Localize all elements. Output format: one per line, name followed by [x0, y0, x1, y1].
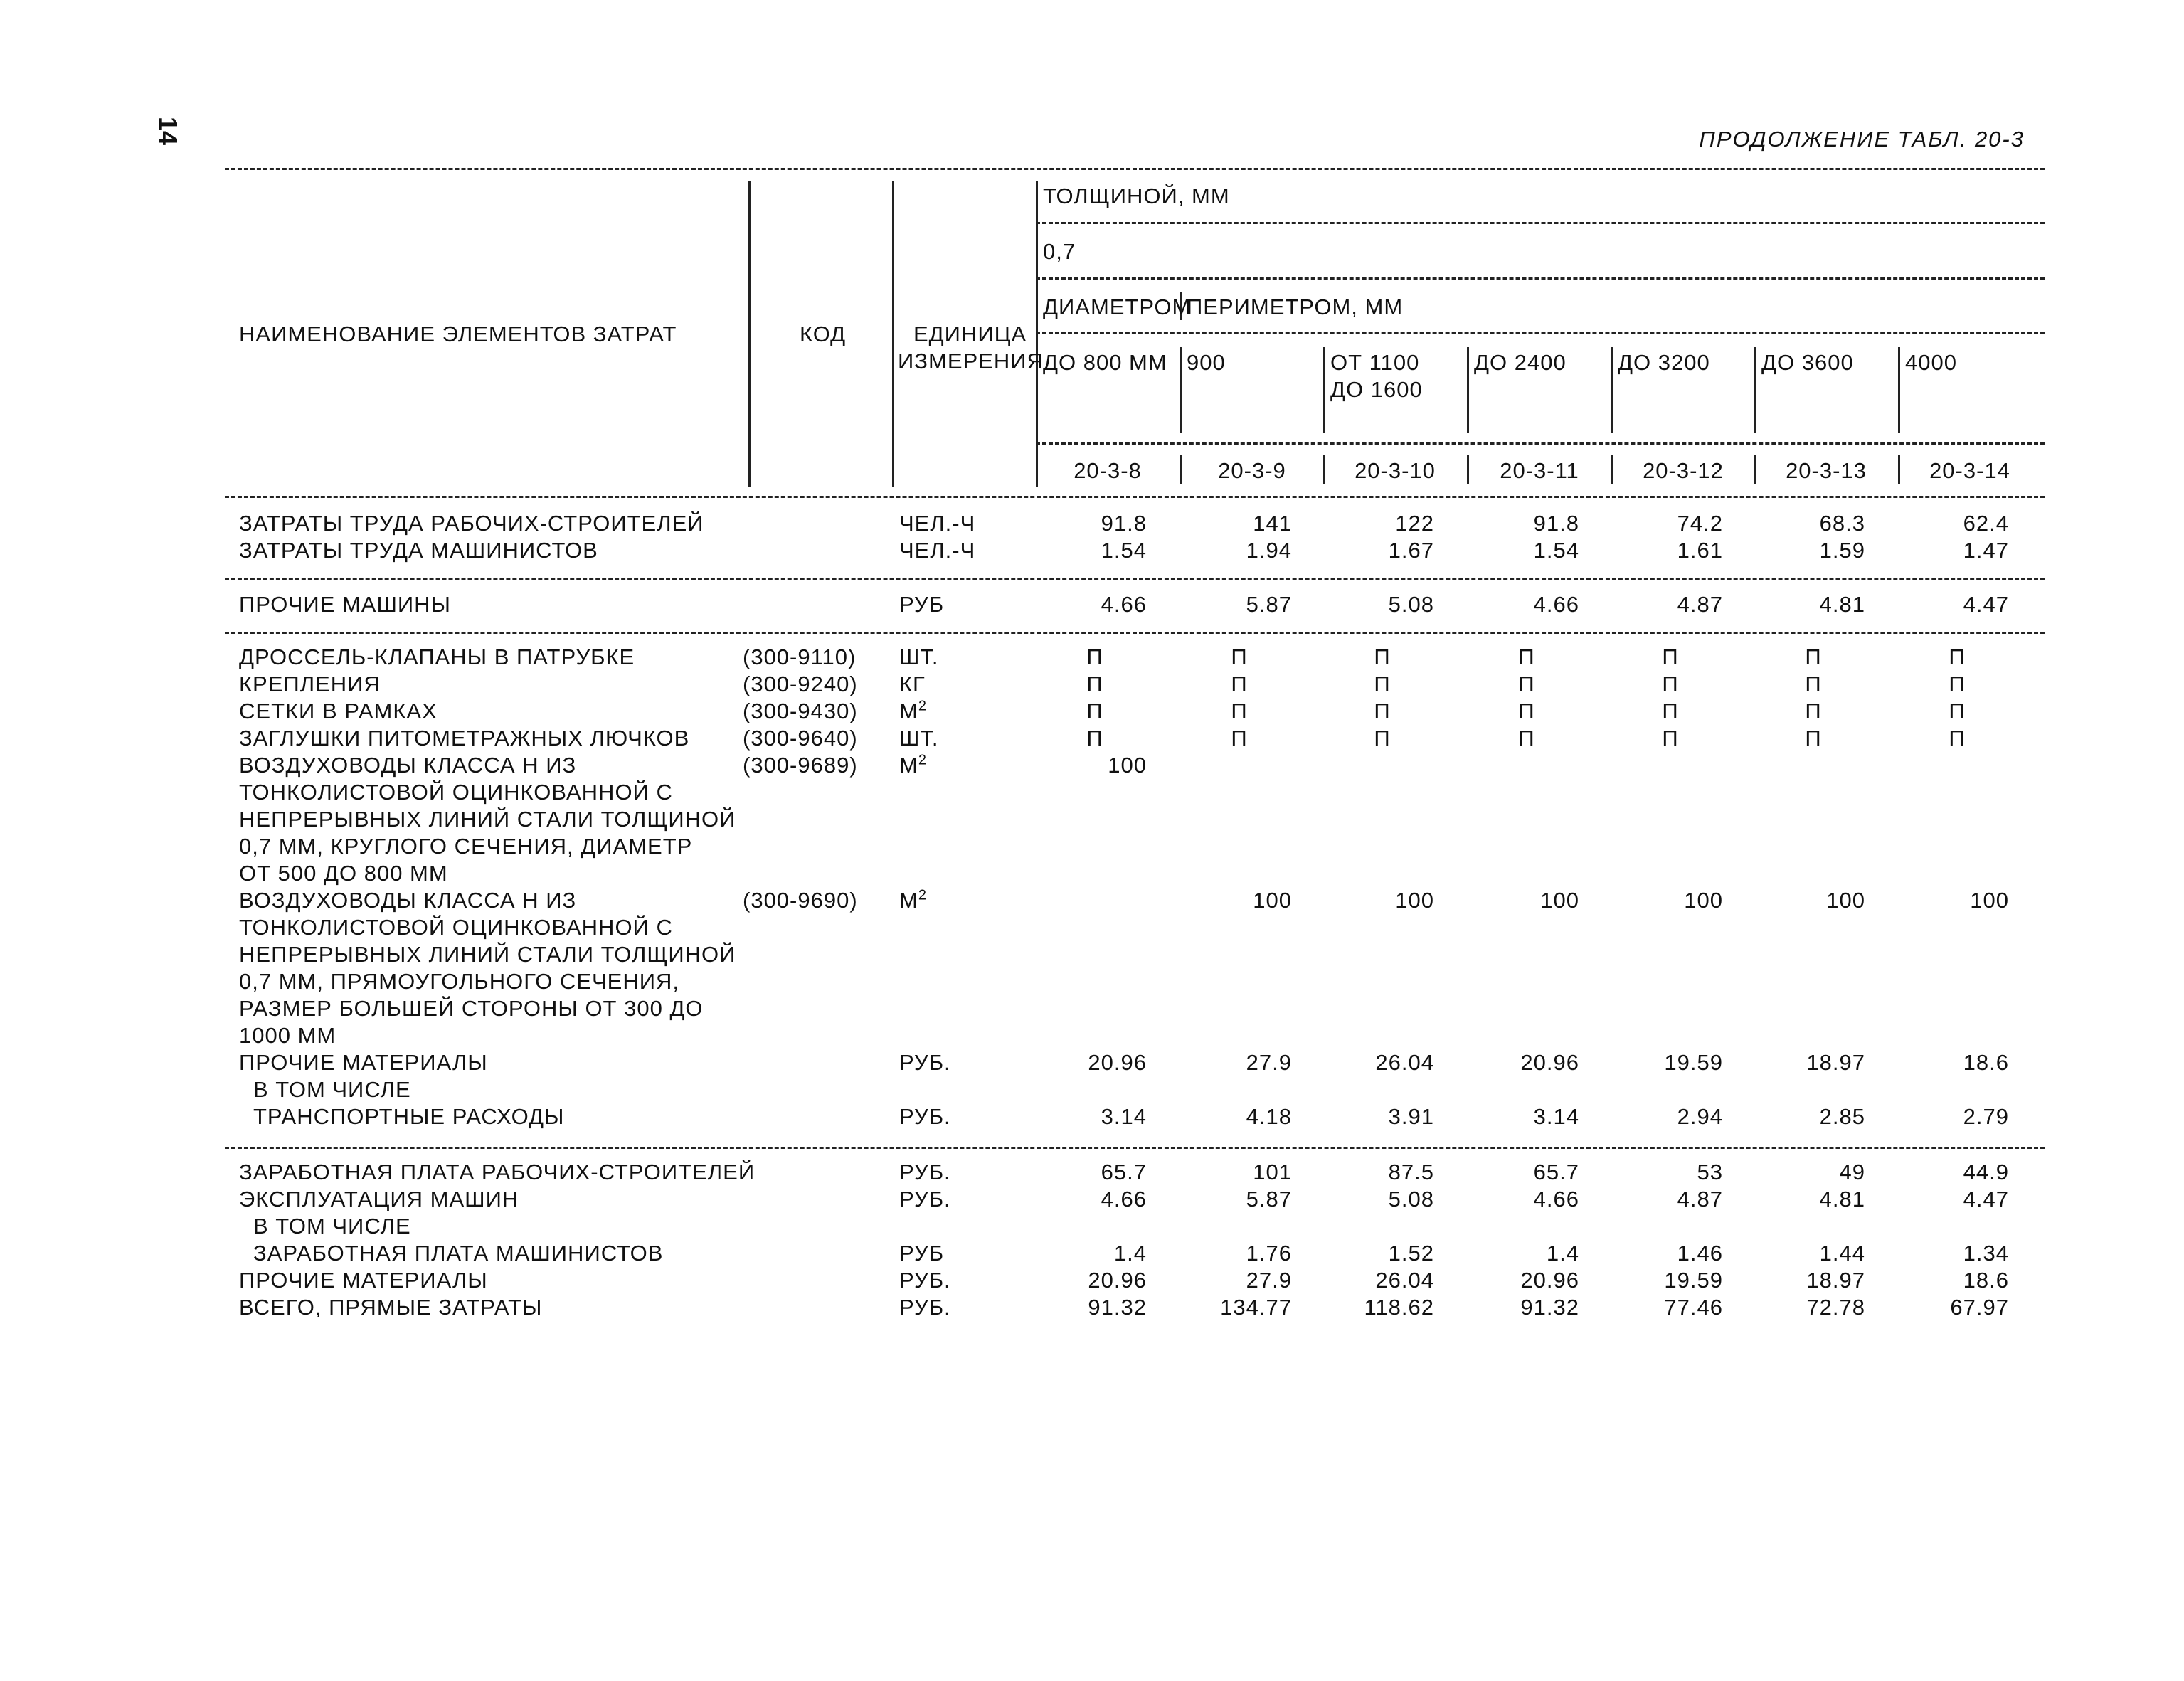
row-value: П	[1518, 699, 1535, 723]
row-value: П	[1949, 726, 1966, 751]
row-value: П	[1374, 726, 1391, 751]
row-name: ВОЗДУХОВОДЫ КЛАССА Н ИЗ	[239, 753, 577, 778]
row-name: 0,7 ММ, ПРЯМОУГОЛЬНОГО СЕЧЕНИЯ,	[239, 969, 680, 994]
row-name: В ТОМ ЧИСЛЕ	[253, 1214, 411, 1239]
row-value: 5.08	[1388, 1187, 1434, 1211]
row-value: П	[1949, 645, 1966, 669]
row-value: П	[1086, 672, 1103, 696]
row-value: 91.8	[1101, 511, 1147, 536]
row-value: П	[1086, 726, 1103, 751]
row-value: 53	[1697, 1160, 1723, 1184]
vline-code-2	[1323, 455, 1325, 484]
row-unit: $М^2$	[899, 699, 927, 724]
row-value: 1.44	[1819, 1241, 1865, 1266]
row-unit: РУБ.	[899, 1268, 951, 1293]
row-value: 74.2	[1677, 511, 1723, 536]
row-value: 5.87	[1246, 592, 1292, 617]
row-value: 4.47	[1963, 592, 2009, 617]
size-col-label: ДО 2400	[1474, 350, 1567, 375]
row-name: ПРОЧИЕ МАШИНЫ	[239, 592, 451, 617]
code-col-label: 20-3-9	[1218, 458, 1286, 483]
row-value: 20.96	[1088, 1268, 1147, 1293]
row-value: 100	[1684, 888, 1723, 913]
vline-code-4	[1611, 455, 1613, 484]
row-unit: ЧЕЛ.-Ч	[899, 538, 976, 563]
row-value: 1.46	[1677, 1241, 1723, 1266]
row-value: 2.85	[1819, 1104, 1865, 1129]
row-name: ЭКСПЛУАТАЦИЯ МАШИН	[239, 1187, 519, 1211]
row-name: 1000 ММ	[239, 1023, 336, 1048]
row-value: 100	[1826, 888, 1865, 913]
row-value: П	[1231, 726, 1248, 751]
row-value: П	[1231, 645, 1248, 669]
header-unit-line2: ИЗМЕРЕНИЯ	[898, 349, 1044, 373]
vline-size-3	[1467, 347, 1469, 433]
rule-after-section2	[225, 632, 2045, 634]
code-col-label: 20-3-11	[1500, 458, 1579, 483]
row-value: 77.46	[1664, 1295, 1723, 1320]
row-value: 91.8	[1533, 511, 1579, 536]
row-name: РАЗМЕР БОЛЬШЕЙ СТОРОНЫ ОТ 300 ДО	[239, 996, 704, 1021]
row-value: 100	[1540, 888, 1579, 913]
row-code: (300-9640)	[743, 726, 858, 751]
row-value: 100	[1395, 888, 1434, 913]
row-value: П	[1374, 672, 1391, 696]
row-unit: РУБ.	[899, 1050, 951, 1075]
size-col-label: ДО 3600	[1761, 350, 1854, 375]
header-thickness: ТОЛЩИНОЙ, ММ	[1043, 184, 1230, 208]
row-name: ЗАРАБОТНАЯ ПЛАТА МАШИНИСТОВ	[253, 1241, 664, 1266]
row-name: ЗАТРАТЫ ТРУДА МАШИНИСТОВ	[239, 538, 598, 563]
row-value: П	[1805, 699, 1822, 723]
row-value: 49	[1839, 1160, 1865, 1184]
row-name: ТОНКОЛИСТОВОЙ ОЦИНКОВАННОЙ С	[239, 915, 673, 940]
row-value: 1.76	[1246, 1241, 1292, 1266]
row-unit: РУБ.	[899, 1187, 951, 1211]
row-value: 20.96	[1088, 1050, 1147, 1075]
row-value: 4.87	[1677, 592, 1723, 617]
row-value: 4.66	[1101, 592, 1147, 617]
row-name: ДРОССЕЛЬ-КЛАПАНЫ В ПАТРУБКЕ	[239, 645, 635, 669]
row-value: 91.32	[1520, 1295, 1579, 1320]
row-value: 101	[1253, 1160, 1292, 1184]
row-name: ПРОЧИЕ МАТЕРИАЛЫ	[239, 1050, 488, 1075]
vline-size-4	[1611, 347, 1613, 433]
row-value: 4.81	[1819, 1187, 1865, 1211]
row-value: П	[1518, 645, 1535, 669]
row-unit: КГ	[899, 672, 926, 696]
row-name: СЕТКИ В РАМКАХ	[239, 699, 438, 723]
row-value: 122	[1395, 511, 1434, 536]
vline-code-unit	[892, 181, 894, 487]
rule-top	[225, 168, 2045, 170]
size-col-label: 900	[1187, 350, 1226, 375]
size-col-label: ОТ 1100	[1330, 350, 1420, 375]
row-value: 1.47	[1963, 538, 2009, 563]
header-thickness-value: 0,7	[1043, 239, 1076, 264]
row-name: НЕПРЕРЫВНЫХ ЛИНИЙ СТАЛИ ТОЛЩИНОЙ	[239, 807, 736, 832]
row-unit: РУБ.	[899, 1104, 951, 1129]
row-unit: РУБ.	[899, 1160, 951, 1184]
row-value: 3.14	[1533, 1104, 1579, 1129]
rule-after-section1	[225, 578, 2045, 580]
row-value: 26.04	[1375, 1268, 1434, 1293]
row-value: 1.61	[1677, 538, 1723, 563]
size-col-label-2: ДО 1600	[1330, 377, 1423, 402]
row-value: 18.6	[1963, 1268, 2009, 1293]
row-value: 1.52	[1388, 1241, 1434, 1266]
header-code: КОД	[800, 322, 847, 346]
row-name: ЗАГЛУШКИ ПИТОМЕТРАЖНЫХ ЛЮЧКОВ	[239, 726, 690, 751]
row-value: 2.94	[1677, 1104, 1723, 1129]
row-name: КРЕПЛЕНИЯ	[239, 672, 381, 696]
header-name: НАИМЕНОВАНИЕ ЭЛЕМЕНТОВ ЗАТРАТ	[239, 322, 677, 346]
row-value: П	[1374, 645, 1391, 669]
size-col-label: ДО 800 ММ	[1043, 350, 1167, 375]
row-value: 91.32	[1088, 1295, 1147, 1320]
row-value: 141	[1253, 511, 1292, 536]
row-name: ТРАНСПОРТНЫЕ РАСХОДЫ	[253, 1104, 565, 1129]
row-value: 62.4	[1963, 511, 2009, 536]
row-name: ПРОЧИЕ МАТЕРИАЛЫ	[239, 1268, 488, 1293]
row-value: 1.4	[1113, 1241, 1147, 1266]
row-code: (300-9110)	[743, 645, 857, 669]
row-value: 3.91	[1388, 1104, 1434, 1129]
rule-sub-thickness	[1036, 222, 2045, 224]
vline-name-code	[748, 181, 751, 487]
row-value: П	[1949, 672, 1966, 696]
code-col-label: 20-3-12	[1643, 458, 1724, 483]
row-value: 4.66	[1101, 1187, 1147, 1211]
row-unit: ЧЕЛ.-Ч	[899, 511, 976, 536]
row-value: 134.77	[1220, 1295, 1292, 1320]
row-name: ЗАТРАТЫ ТРУДА РАБОЧИХ-СТРОИТЕЛЕЙ	[239, 511, 704, 536]
row-value: 4.66	[1533, 1187, 1579, 1211]
size-col-label: ДО 3200	[1618, 350, 1710, 375]
row-value: П	[1662, 699, 1679, 723]
row-name: НЕПРЕРЫВНЫХ ЛИНИЙ СТАЛИ ТОЛЩИНОЙ	[239, 942, 736, 967]
row-value: 27.9	[1246, 1050, 1292, 1075]
row-value: 118.62	[1364, 1295, 1434, 1320]
row-value: П	[1231, 699, 1248, 723]
row-value: 87.5	[1388, 1160, 1434, 1184]
row-value: 2.79	[1963, 1104, 2009, 1129]
row-name: ОТ 500 ДО 800 ММ	[239, 861, 448, 886]
continuation-title: ПРОДОЛЖЕНИЕ ТАБЛ. 20-3	[1699, 127, 2025, 152]
row-value: 5.08	[1388, 592, 1434, 617]
row-value: П	[1518, 672, 1535, 696]
row-value: П	[1949, 699, 1966, 723]
row-value: 1.4	[1546, 1241, 1579, 1266]
vline-code-6	[1898, 455, 1900, 484]
row-code: (300-9690)	[743, 888, 858, 913]
vline-size-1	[1180, 347, 1182, 433]
row-value: 18.6	[1963, 1050, 2009, 1075]
row-code: (300-9689)	[743, 753, 858, 778]
code-col-label: 20-3-8	[1074, 458, 1142, 483]
row-value: 100	[1253, 888, 1292, 913]
row-value: 18.97	[1806, 1050, 1865, 1075]
row-unit: РУБ.	[899, 1295, 951, 1320]
row-value: 1.54	[1101, 538, 1147, 563]
row-unit: ШТ.	[899, 645, 939, 669]
code-col-label: 20-3-14	[1929, 458, 2010, 483]
row-value: 100	[1108, 753, 1147, 778]
row-name: В ТОМ ЧИСЛЕ	[253, 1077, 411, 1102]
size-col-label: 4000	[1905, 350, 1957, 375]
row-value: 19.59	[1664, 1268, 1723, 1293]
row-value: 20.96	[1520, 1268, 1579, 1293]
row-value: П	[1662, 726, 1679, 751]
row-code: (300-9430)	[743, 699, 858, 723]
row-value: 27.9	[1246, 1268, 1292, 1293]
vline-code-1	[1180, 455, 1182, 484]
row-value: П	[1805, 726, 1822, 751]
row-value: 65.7	[1101, 1160, 1147, 1184]
code-col-label: 20-3-10	[1355, 458, 1436, 483]
rule-after-section3	[225, 1147, 2045, 1149]
row-value: 1.54	[1533, 538, 1579, 563]
row-unit: ШТ.	[899, 726, 939, 751]
row-value: 1.94	[1246, 538, 1292, 563]
row-value: 1.34	[1963, 1241, 2009, 1266]
vline-code-5	[1754, 455, 1756, 484]
header-diameter: ДИАМЕТРОМ	[1043, 295, 1192, 319]
row-value: 4.87	[1677, 1187, 1723, 1211]
vline-size-6	[1898, 347, 1900, 433]
row-value: П	[1662, 672, 1679, 696]
row-name: ВОЗДУХОВОДЫ КЛАССА Н ИЗ	[239, 888, 577, 913]
header-perimeter: ПЕРИМЕТРОМ, ММ	[1187, 295, 1404, 319]
row-value: 20.96	[1520, 1050, 1579, 1075]
row-value: 100	[1970, 888, 2009, 913]
row-value: П	[1231, 672, 1248, 696]
rule-sub-codes	[1036, 442, 2045, 445]
row-value: 4.66	[1533, 592, 1579, 617]
row-name: ВСЕГО, ПРЯМЫЕ ЗАТРАТЫ	[239, 1295, 543, 1320]
row-unit: РУБ	[899, 1241, 945, 1266]
row-value: 4.18	[1246, 1104, 1292, 1129]
row-name: 0,7 ММ, КРУГЛОГО СЕЧЕНИЯ, ДИАМЕТР	[239, 834, 693, 859]
code-col-label: 20-3-13	[1786, 458, 1867, 483]
row-value: 44.9	[1963, 1160, 2009, 1184]
row-name: ЗАРАБОТНАЯ ПЛАТА РАБОЧИХ-СТРОИТЕЛЕЙ	[239, 1160, 756, 1184]
row-unit: $М^2$	[899, 888, 927, 913]
vline-code-3	[1467, 455, 1469, 484]
row-value: 3.14	[1101, 1104, 1147, 1129]
page-number: 14	[154, 116, 183, 146]
rule-sub-dimension	[1036, 332, 2045, 334]
row-value: 5.87	[1246, 1187, 1292, 1211]
row-value: 4.47	[1963, 1187, 2009, 1211]
row-value: 1.67	[1388, 538, 1434, 563]
row-name: ТОНКОЛИСТОВОЙ ОЦИНКОВАННОЙ С	[239, 780, 673, 805]
row-code: (300-9240)	[743, 672, 858, 696]
row-value: 65.7	[1533, 1160, 1579, 1184]
row-value: П	[1662, 645, 1679, 669]
row-value: 18.97	[1806, 1268, 1865, 1293]
row-value: П	[1805, 672, 1822, 696]
row-value: П	[1086, 699, 1103, 723]
header-unit-line1: ЕДИНИЦА	[913, 322, 1027, 346]
vline-unit-values	[1036, 181, 1038, 487]
vline-size-2	[1323, 347, 1325, 433]
row-value: 72.78	[1806, 1295, 1865, 1320]
row-value: 4.81	[1819, 592, 1865, 617]
rule-header-bottom	[225, 496, 2045, 498]
row-value: 67.97	[1950, 1295, 2009, 1320]
row-value: П	[1518, 726, 1535, 751]
row-value: П	[1086, 645, 1103, 669]
row-value: 68.3	[1819, 511, 1865, 536]
row-value: 19.59	[1664, 1050, 1723, 1075]
row-value: П	[1374, 699, 1391, 723]
row-unit: $М^2$	[899, 753, 927, 778]
row-value: 26.04	[1375, 1050, 1434, 1075]
row-unit: РУБ	[899, 592, 945, 617]
vline-size-5	[1754, 347, 1756, 433]
row-value: П	[1805, 645, 1822, 669]
rule-sub-value	[1036, 277, 2045, 280]
row-value: 1.59	[1819, 538, 1865, 563]
